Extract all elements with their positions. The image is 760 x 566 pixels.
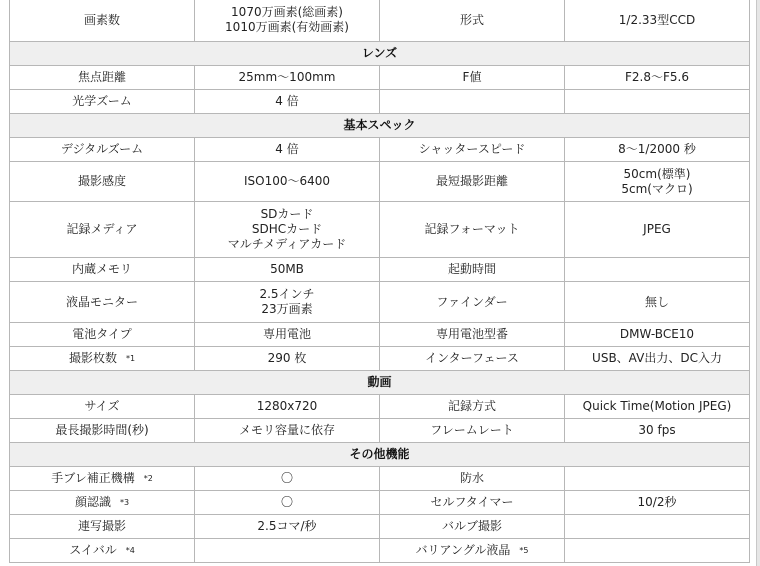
spec-row	[10, 539, 750, 563]
spec-label-cell	[10, 467, 195, 491]
spec-label-text: 撮影枚数	[68, 351, 117, 365]
spec-label	[14, 262, 190, 277]
spec-label-cell	[380, 258, 565, 282]
spec-label-cell	[10, 90, 195, 114]
section-row	[10, 42, 750, 66]
spec-label	[384, 351, 560, 366]
spec-value-cell	[195, 282, 380, 323]
spec-label-cell	[10, 162, 195, 202]
spec-label-cell	[380, 282, 565, 323]
spec-label-cell	[380, 138, 565, 162]
spec-value-text: 50MB	[270, 262, 304, 276]
spec-label	[14, 142, 190, 157]
spec-value-text: 290 枚	[267, 351, 307, 365]
spec-table	[9, 0, 750, 563]
spec-value-cell	[565, 347, 750, 371]
spec-value-text: マルチメディアカード	[227, 237, 347, 251]
spec-value-text: 30 fps	[638, 423, 676, 437]
spec-label-text: 形式	[459, 12, 484, 27]
spec-label-text: F値	[462, 70, 482, 84]
spec-label	[14, 327, 190, 342]
spec-value-cell	[565, 323, 750, 347]
spec-label-cell	[380, 323, 565, 347]
spec-value-cell	[565, 202, 750, 258]
spec-value-cell	[565, 162, 750, 202]
spec-value-text: 5cm(マクロ)	[621, 181, 693, 196]
spec-label	[384, 399, 560, 414]
spec-value-cell	[565, 467, 750, 491]
spec-value-text: 1070万画素(総画素)	[231, 5, 343, 19]
spec-value-cell	[195, 419, 380, 443]
spec-row	[10, 90, 750, 114]
spec-value-text: 1280x720	[256, 399, 318, 413]
spec-row	[10, 419, 750, 443]
spec-label-cell	[380, 66, 565, 90]
spec-label-text: フレームレート	[430, 423, 514, 437]
spec-row	[10, 258, 750, 282]
spec-label-cell	[380, 395, 565, 419]
spec-label-cell	[10, 347, 195, 371]
spec-value	[199, 495, 375, 510]
spec-label-text: バリアングル液晶	[415, 543, 511, 557]
spec-row	[10, 323, 750, 347]
spec-value	[569, 167, 745, 197]
spec-label-text: 焦点距離	[77, 70, 126, 84]
spec-label-cell	[380, 419, 565, 443]
spec-value-cell	[195, 90, 380, 114]
spec-value	[199, 70, 375, 85]
spec-value	[199, 399, 375, 414]
spec-value	[199, 327, 375, 342]
spec-label-cell	[10, 0, 195, 42]
spec-label-text: 連写撮影	[77, 519, 126, 533]
spec-value-cell	[195, 138, 380, 162]
spec-label	[14, 399, 190, 414]
spec-row	[10, 395, 750, 419]
spec-label-cell	[10, 515, 195, 539]
spec-value-text: SDHCカード	[251, 222, 323, 236]
spec-label	[384, 222, 560, 237]
spec-value	[199, 471, 375, 486]
spec-label-text: 電池タイプ	[72, 327, 132, 341]
spec-value	[199, 5, 375, 35]
spec-label	[14, 13, 190, 28]
spec-label-cell	[10, 138, 195, 162]
spec-value	[569, 423, 745, 438]
spec-value	[199, 94, 375, 109]
spec-label-text: サイズ	[84, 399, 120, 413]
spec-label-cell	[380, 467, 565, 491]
spec-label	[14, 222, 190, 237]
spec-label-text: シャッタースピード	[418, 142, 526, 156]
spec-label-cell	[380, 347, 565, 371]
spec-label-cell	[10, 419, 195, 443]
spec-value-text: DMW-BCE10	[619, 327, 695, 341]
spec-value	[199, 287, 375, 317]
spec-value	[569, 222, 745, 237]
spec-row	[10, 515, 750, 539]
spec-label-text: 手ブレ補正機構	[51, 471, 135, 485]
spec-label-text: インターフェース	[425, 351, 519, 365]
spec-table-body	[10, 0, 750, 563]
spec-value-cell	[195, 323, 380, 347]
spec-label-cell	[380, 539, 565, 563]
spec-value	[199, 351, 375, 366]
spec-label	[384, 543, 560, 558]
spec-label-text: 起動時間	[447, 262, 496, 276]
spec-value-text: ISO100〜6400	[243, 174, 331, 188]
spec-value-cell	[565, 515, 750, 539]
spec-value-text: 1/2.33型CCD	[618, 12, 696, 27]
spec-label	[14, 423, 190, 438]
spec-value	[199, 174, 375, 189]
spec-label-text: スイバル	[69, 543, 117, 557]
footnote-marker: *3	[119, 498, 130, 507]
spec-label-cell	[380, 202, 565, 258]
spec-value-text: USB、AV出力、DC入力	[592, 351, 722, 365]
spec-value-text: 〇	[280, 471, 293, 485]
footnote-marker: *1	[125, 354, 136, 363]
spec-value-cell	[195, 395, 380, 419]
spec-value-text: 無し	[644, 294, 669, 309]
spec-value-cell	[565, 282, 750, 323]
spec-label-text: 内蔵メモリ	[71, 262, 132, 276]
section-header: その他機能	[10, 443, 750, 467]
spec-label-text: 防水	[459, 471, 484, 485]
spec-label-text: 画素数	[83, 12, 120, 27]
spec-label	[384, 174, 560, 189]
spec-value-cell	[195, 66, 380, 90]
spec-value-cell	[195, 491, 380, 515]
footnote-marker: *5	[519, 546, 529, 555]
spec-label-cell	[10, 66, 195, 90]
spec-row	[10, 162, 750, 202]
spec-label-text: 記録フォーマット	[424, 222, 520, 236]
spec-label	[14, 94, 190, 109]
section-row	[10, 443, 750, 467]
spec-value-text: 4 倍	[275, 142, 299, 156]
spec-value-cell	[565, 395, 750, 419]
spec-value	[199, 262, 375, 277]
spec-value-text: 10/2秒	[637, 495, 677, 509]
spec-value-cell	[195, 0, 380, 42]
spec-value-cell	[565, 258, 750, 282]
spec-label	[384, 327, 560, 342]
spec-label	[384, 13, 560, 28]
spec-value-cell	[195, 539, 380, 563]
spec-value	[199, 207, 375, 252]
spec-label-cell	[10, 258, 195, 282]
spec-label-cell	[380, 491, 565, 515]
spec-value-cell	[565, 0, 750, 42]
spec-value-cell	[195, 162, 380, 202]
spec-label	[14, 70, 190, 85]
spec-label	[384, 295, 560, 310]
spec-label-text: 記録メディア	[66, 222, 138, 236]
spec-label-cell	[10, 282, 195, 323]
spec-value	[569, 13, 745, 28]
spec-value-text: 50cm(標準)	[623, 166, 691, 181]
spec-label	[384, 142, 560, 157]
spec-label	[14, 471, 190, 486]
spec-row	[10, 202, 750, 258]
spec-value	[199, 519, 375, 534]
spec-value	[199, 423, 375, 438]
spec-row	[10, 282, 750, 323]
spec-value-text: 23万画素	[261, 302, 313, 316]
spec-value-cell	[195, 467, 380, 491]
spec-label-cell	[10, 539, 195, 563]
spec-label-cell	[10, 202, 195, 258]
spec-value-cell	[195, 515, 380, 539]
spec-value	[569, 351, 745, 366]
spec-value-cell	[565, 491, 750, 515]
spec-label-text: 液晶モニター	[65, 294, 138, 309]
spec-value-cell	[195, 202, 380, 258]
spec-label-text: 撮影感度	[77, 174, 126, 188]
spec-value-text: 2.5インチ	[259, 287, 315, 301]
section-row	[10, 114, 750, 138]
spec-label-cell	[10, 323, 195, 347]
spec-value-text: 専用電池	[262, 327, 311, 341]
spec-value-cell	[565, 539, 750, 563]
footnote-marker: *4	[125, 546, 135, 555]
spec-label-text: ファインダー	[436, 294, 508, 309]
spec-label	[384, 262, 560, 277]
spec-label	[384, 495, 560, 510]
spec-label	[384, 519, 560, 534]
spec-row	[10, 467, 750, 491]
section-header: レンズ	[10, 42, 750, 66]
spec-value	[569, 495, 745, 510]
window-edge	[756, 0, 760, 566]
spec-label	[384, 471, 560, 486]
spec-value-text: 4 倍	[275, 94, 299, 108]
spec-row	[10, 347, 750, 371]
spec-label	[384, 423, 560, 438]
spec-label-text: バルブ撮影	[441, 519, 502, 533]
spec-label-text: 最短撮影距離	[435, 174, 508, 188]
spec-value-cell	[565, 66, 750, 90]
spec-value-text: JPEG	[643, 222, 671, 236]
spec-value	[569, 399, 745, 414]
spec-label-text: 専用電池型番	[435, 327, 508, 341]
spec-label-text: 顔認識	[74, 495, 111, 509]
spec-value-text: 1010万画素(有効画素)	[225, 20, 349, 34]
spec-label-text: デジタルズーム	[60, 142, 144, 156]
spec-value-text: メモリ容量に依存	[238, 423, 335, 437]
spec-value	[569, 327, 745, 342]
spec-value-cell	[565, 419, 750, 443]
spec-label	[14, 543, 190, 558]
spec-label-cell	[380, 162, 565, 202]
spec-label-cell	[380, 515, 565, 539]
spec-value-cell	[565, 90, 750, 114]
spec-value-text: F2.8〜F5.6	[625, 70, 689, 84]
spec-label	[14, 495, 190, 510]
section-header: 動画	[10, 371, 750, 395]
spec-label-cell	[380, 0, 565, 42]
spec-label-cell	[10, 395, 195, 419]
spec-label-text: 光学ズーム	[72, 94, 132, 108]
spec-value-text: 25mm〜100mm	[238, 70, 336, 84]
spec-value	[569, 70, 745, 85]
spec-label	[14, 295, 190, 310]
spec-value	[199, 142, 375, 157]
spec-label	[384, 70, 560, 85]
spec-row	[10, 491, 750, 515]
spec-row	[10, 0, 750, 42]
spec-value-text: Quick Time(Motion JPEG)	[582, 399, 732, 413]
section-header: 基本スペック	[10, 114, 750, 138]
spec-label-cell	[10, 491, 195, 515]
spec-value	[569, 142, 745, 157]
spec-label	[14, 351, 190, 366]
spec-value-text: 8〜1/2000 秒	[618, 142, 696, 156]
spec-value-cell	[195, 347, 380, 371]
spec-label-cell	[380, 90, 565, 114]
spec-label-text: 記録方式	[447, 399, 496, 413]
section-row	[10, 371, 750, 395]
spec-label-text: 最長撮影時間(秒)	[55, 423, 149, 437]
footnote-marker: *2	[143, 474, 153, 483]
spec-value-text: 〇	[280, 495, 293, 509]
spec-value-text: SDカード	[260, 207, 314, 221]
spec-value-text: 2.5コマ/秒	[257, 519, 317, 533]
spec-row	[10, 138, 750, 162]
spec-label	[14, 174, 190, 189]
spec-value	[569, 295, 745, 310]
spec-label	[14, 519, 190, 534]
spec-row	[10, 66, 750, 90]
spec-label-text: セルフタイマー	[430, 495, 514, 509]
spec-value-cell	[565, 138, 750, 162]
spec-value-cell	[195, 258, 380, 282]
